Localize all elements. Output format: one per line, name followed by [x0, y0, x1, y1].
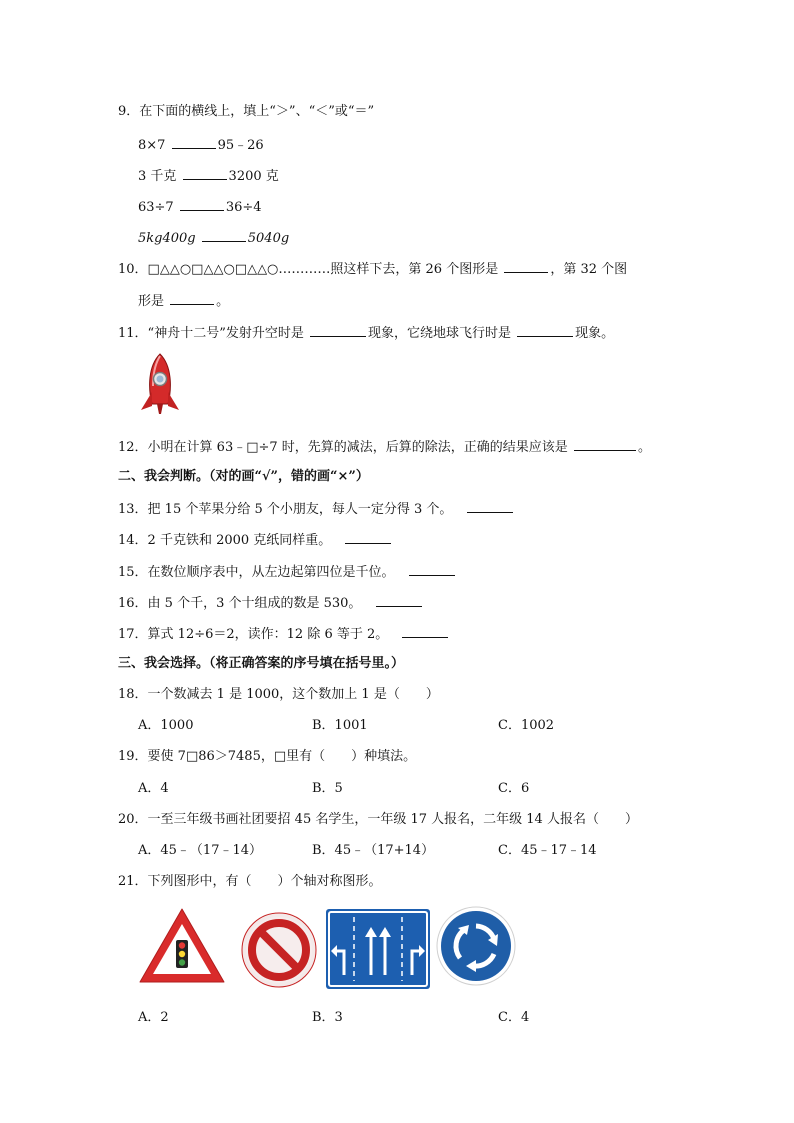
choice-19-option-b[interactable]: B．5 [312, 781, 343, 796]
q9-row-1 [138, 135, 264, 155]
q10-text-a: 10．□△△○□△△○□△△○…………照这样下去，第 26 个图形是 [118, 262, 499, 277]
choice-20-option-c[interactable]: C．45﹣17﹣14 [498, 843, 597, 858]
q11-text-a: 11．“神舟十二号”发射升空时是 [118, 326, 304, 341]
q11-blank-1[interactable] [310, 323, 366, 337]
judgment-14-text: 14．2 千克铁和 2000 克纸同样重。 [118, 533, 332, 548]
choice-20-option-b[interactable]: B．45﹣（17+14） [312, 843, 435, 858]
q10-line-1 [118, 259, 627, 279]
judgment-15-text: 15．在数位顺序表中，从左边起第四位是千位。 [118, 565, 395, 580]
section-3-heading: 三、我会选择。（将正确答案的序号填在括号里。） [118, 656, 405, 671]
judgment-17-text: 17．算式 12÷6＝2，读作：12 除 6 等于 2。 [118, 627, 389, 642]
judgment-13 [118, 499, 515, 519]
choice-20-option-a[interactable]: A．45﹣（17﹣14） [138, 843, 263, 858]
q9-prompt: 9．在下面的横线上，填上“＞”、“＜”或“＝” [118, 104, 375, 119]
section-2-heading: 二、我会判断。（对的画“√”，错的画“×”） [118, 469, 369, 484]
traffic-light-warning-sign [137, 905, 227, 985]
choice-18-stem: 18．一个数减去 1 是 1000，这个数加上 1 是（ ） [118, 687, 439, 702]
q9-row-4 [138, 228, 289, 248]
judgment-16-blank[interactable] [376, 593, 422, 607]
judgment-14-blank[interactable] [345, 530, 391, 544]
q9-row-4-right: 5040g [247, 231, 290, 246]
judgment-17-blank[interactable] [402, 624, 448, 638]
judgment-13-text: 13．把 15 个苹果分给 5 个小朋友，每人一定分得 3 个。 [118, 502, 453, 517]
q12-text-a: 12．小明在计算 63﹣□÷7 时，先算的减法，后算的除法，正确的结果应该是 [118, 440, 568, 455]
q10-text-c: 形是 [138, 294, 165, 309]
q11-text-b: 现象，它绕地球飞行时是 [367, 326, 511, 341]
q12-text-b: 。 [637, 440, 651, 455]
judgment-13-blank[interactable] [467, 499, 513, 513]
q9-row-3-right: 36÷4 [225, 200, 262, 215]
q9-row-1-blank[interactable] [172, 135, 216, 149]
choice-21-option-b[interactable]: B．3 [312, 1010, 343, 1025]
q9-row-2-right: 3200 克 [228, 169, 279, 184]
no-entry-sign [240, 911, 318, 989]
choice-18-option-a[interactable]: A．1000 [138, 718, 194, 733]
judgment-16 [118, 593, 424, 613]
q11-line [118, 323, 614, 343]
choice-19-option-a[interactable]: A．4 [138, 781, 169, 796]
judgment-17 [118, 624, 450, 644]
rocket-icon [138, 352, 182, 418]
q9-row-3-left: 63÷7 [138, 200, 174, 215]
q11-blank-2[interactable] [517, 323, 573, 337]
q9-row-2-left: 3 千克 [138, 169, 177, 184]
lane-direction-sign [326, 909, 430, 989]
choice-21-stem: 21．下列图形中，有（ ）个轴对称图形。 [118, 874, 382, 889]
choice-21-option-a[interactable]: A．2 [138, 1010, 169, 1025]
judgment-15 [118, 562, 457, 582]
q9-row-1-right: 95﹣26 [217, 138, 264, 153]
choice-20-stem: 20．一至三年级书画社团要招 45 名学生，一年级 17 人报名，二年级 14 人报名（ ） [118, 812, 638, 827]
q10-text-b: ，第 32 个图 [550, 262, 628, 277]
q9-row-4-left: 5kg400g [138, 231, 196, 246]
q10-blank-2[interactable] [170, 291, 214, 305]
judgment-16-text: 16．由 5 个千，3 个十组成的数是 530。 [118, 596, 362, 611]
q10-blank-1[interactable] [504, 259, 548, 273]
q10-line-2 [138, 291, 229, 311]
choice-19-stem: 19．要使 7□86＞7485，□里有（ ）种填法。 [118, 749, 417, 764]
q12-blank[interactable] [574, 437, 636, 451]
q9-row-3 [138, 197, 262, 217]
choice-18-option-b[interactable]: B．1001 [312, 718, 368, 733]
q9-row-2-blank[interactable] [183, 166, 227, 180]
choice-18-option-c[interactable]: C．1002 [498, 718, 555, 733]
q9-row-2 [138, 166, 279, 186]
q10-text-d: 。 [216, 294, 230, 309]
choice-19-option-c[interactable]: C．6 [498, 781, 530, 796]
q12-line [118, 437, 651, 457]
roundabout-sign [436, 906, 516, 986]
judgment-15-blank[interactable] [409, 562, 455, 576]
q11-text-c: 现象。 [575, 326, 615, 341]
q9-row-1-left: 8×7 [138, 138, 166, 153]
choice-21-option-c[interactable]: C．4 [498, 1010, 530, 1025]
q9-row-4-blank[interactable] [202, 228, 246, 242]
q9-row-3-blank[interactable] [180, 197, 224, 211]
judgment-14 [118, 530, 393, 550]
